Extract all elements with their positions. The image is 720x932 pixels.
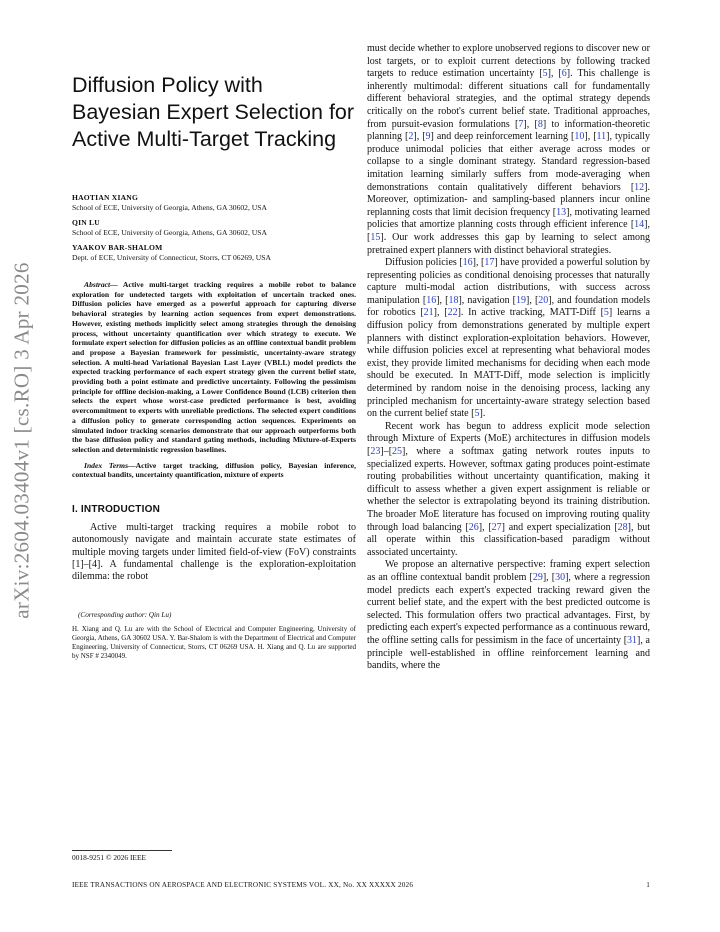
citation-link[interactable]: 20 [538,294,549,306]
footnote-divider [72,850,172,851]
copyright-notice: 0018-9251 © 2026 IEEE [72,853,146,862]
citation-link[interactable]: 14 [634,219,645,231]
citation-link[interactable]: 11 [596,131,607,143]
abstract-label: Abstract— [84,280,118,289]
section-heading-introduction: I. INTRODUCTION [72,504,160,516]
citation-link[interactable]: 16 [426,294,437,306]
author-affiliation: Dept. of ECE, University of Connecticut, Storrs, CT 06269, USA [72,253,271,262]
citation-link[interactable]: 25 [392,446,403,457]
body-paragraph-1: must decide whether to explore unobserved regions to discover new or lost targets, or to exploit current detections by following tracked targets to reduce estimation uncertainty [5], [6]. This challenge is inherently multimodal: different situations call for fundamentally different behavioral strategies, and the optimal strategy depends critically on the robot's current belief state. Traditional approaches, from pursuit-evasion formulations [7], [8] to information-theoretic planning [2], [9] and deep reinforcement learning [10], [11], typically produce unimodal policies that either average across modes or collapse to a single dominant strategy. Standard regression-based imitation learning similarly suffers from mode-averaging when demonstrations contain qualitatively different behaviors [12]. Moreover, optimization- and sampling-based planners incur online replanning costs that limit decision frequency [13], motivating learned policies that amortize planning costs through efficient inference [14], [15]. Our work addresses this gap by learning to select among pretrained expert planners with distinct behavioral strategies. [367,43,651,256]
corresponding-author-note: (Corresponding author: Qin Lu) [78,610,172,619]
abstract-text: Active multi-target tracking requires a mobile robot to balance exploration for undetected targets with exploitation of uncertain tracked ones. Diffusion policies have emerged as a powerful approach for capturing diverse behavioral strategies by learning action sequences from expert demonstrations. However, existing methods implicitly select among strategies through the denoising process, without uncertainty quantification over which strategy to execute. We formulate expert selection for diffusion policies as an offline contextual bandit problem and propose a Bayesian framework for pessimistic, uncertainty-aware strategy selection. A multi-head Variational Bayesian Last Layer (VBLL) model predicts the expected tracking performance of each expert strategy given the current belief state, providing both a point estimate and predictive uncertainty. Following the pessimism principle for offline decision-making, a Lower Confidence Bound (LCB) criterion then selects the expert whose worst-case predicted performance is best, avoiding overcommitment to experts with unreliable predictions. The selected expert conditions a diffusion policy to generate corresponding action sequences. Experiments on simulated indoor tracking scenarios demonstrate that our approach outperforms both the base diffusion policy and standard gating methods, including Mixture-of-Experts selection and deterministic regression baselines. [72,280,356,454]
index-terms [72,461,356,480]
author-name: YAAKOV BAR-SHALOM [72,243,163,252]
page-footer [72,881,650,889]
citation-link[interactable]: 2 [408,131,414,143]
author-affiliation: School of ECE, University of Georgia, Athens, GA 30602, USA [72,228,267,237]
author-block-1 [72,193,356,213]
citation-link[interactable]: 13 [556,206,567,218]
citation-link[interactable]: 17 [484,257,495,269]
citation-link[interactable]: 16 [462,257,473,269]
citation-link[interactable]: 31 [627,634,638,646]
citation-link[interactable]: 18 [448,294,459,306]
body-paragraph-2: Diffusion policies [16], [17] have provided a powerful solution by representing policies as conditional denoising processes that naturally capture multi-modal action distributions, with success across manipulation [16], [18], navigation [19], [20], and foundation models for robotics [21], [22]. In active tracking, MATT-Diff [5] learns a diffusion policy from demonstrations generated by multiple expert planners with distinct exploration-exploitation behaviors. However, while diffusion policies excel at representing what behavioral modes exist, they provide limited mechanisms for deciding when each mode should be executed. In MATT-Diff, mode selection is implicitly determined by random noise in the denoising process, lacking any principled mechanism for uncertainty-aware strategy selection based on the current belief state [5]. [367,257,651,420]
citation-link[interactable]: 6 [561,68,567,80]
citation-link[interactable]: 29 [532,571,543,583]
author-name: HAOTIAN XIANG [72,193,139,202]
citation-link[interactable]: 30 [555,571,566,583]
index-terms-text: Active target tracking, diffusion policy, Bayesian inference, contextual bandits, uncertainty quantification, mixture of experts [72,460,356,480]
citation-link[interactable]: 5 [474,408,480,420]
author-footnote: H. Xiang and Q. Lu are with the School of Electrical and Computer Engineering, University of Georgia, Athens, GA 30602 USA. Y. Bar-Shalom is with the Department of Electrical and Computer Engineering, University of Connecticut, Storrs, CT 06269 USA. H. Xiang and Q. Lu are supported by NSF # 2340049. [72,624,356,661]
journal-footer: IEEE TRANSACTIONS ON AEROSPACE AND ELECTRONIC SYSTEMS VOL. XX, No. XX XXXXX 2026 [72,881,414,889]
citation-link[interactable]: 7 [518,118,524,130]
right-column [367,43,650,673]
page-number: 1 [646,881,650,889]
citation-link[interactable]: 5 [542,68,548,80]
citation-link[interactable]: 23 [370,446,381,457]
author-block-3 [72,243,356,263]
citation-link[interactable]: 19 [516,294,527,306]
paper-title: Diffusion Policy with Bayesian Expert Selection for Active Multi-Target Tracking [72,73,355,151]
introduction-paragraph: Active multi-target tracking requires a mobile robot to autonomously navigate and maintain accurate state estimates of multiple moving targets under limited field-of-view (FoV) constraints [1]–[4]. A fundamental challenge is the exploration-exploitation dilemma: the robot [72,522,356,583]
citation-link[interactable]: 8 [537,118,543,130]
author-affiliation: School of ECE, University of Georgia, Athens, GA 30602, USA [72,203,267,212]
citation-link[interactable]: 10 [574,131,585,143]
left-column [72,72,356,661]
author-name: QIN LU [72,218,100,227]
citation-link[interactable]: 22 [447,307,458,319]
citation-link[interactable]: 26 [468,521,479,533]
body-paragraph-3: Recent work has begun to address explicit mode selection through Mixture of Experts (MoE) architectures in diffusion models [23]–[25], where a softmax gating network routes inputs to specialized experts. However, softmax gating produces point-estimate routing probabilities without uncertainty quantification, making it difficult to assess whether a given expert assignment is reliable or whether the selector is extrapolating beyond its training distribution. The broader MoE literature has focused on improving routing quality through load balancing [26], [27] and expert specialization [28], but all operate within this classification-based paradigm without associated uncertainty. [367,420,651,558]
abstract [72,280,356,455]
citation-link[interactable]: 21 [423,307,434,319]
citation-link[interactable]: 15 [370,231,381,243]
citation-link[interactable]: 28 [617,521,628,533]
citation-link[interactable]: 5 [603,307,609,319]
citation-link[interactable]: 27 [491,521,502,533]
body-paragraph-4: We propose an alternative perspective: framing expert selection as an offline contextual bandit problem [29], [30], where a regression model predicts each expert's expected tracking reward given the current belief state, and the expert with the best predicted outcome is selected. This formulation offers two practical advantages. First, by predicting each expert's expected performance as a continuous reward, the offline setting calls for pessimism in the face of uncertainty [31], a principle well-established in offline reinforcement learning and bandits, where the [367,559,651,672]
citation-link[interactable]: 12 [634,181,645,193]
index-terms-label: Index Terms— [84,460,136,470]
arxiv-id: arXiv:2604.03404v1 [cs.RO] 3 Apr 2026 [9,261,34,619]
author-block-2 [72,218,356,238]
citation-link[interactable]: 9 [425,131,431,143]
arxiv-identifier-stamp [2,200,42,680]
